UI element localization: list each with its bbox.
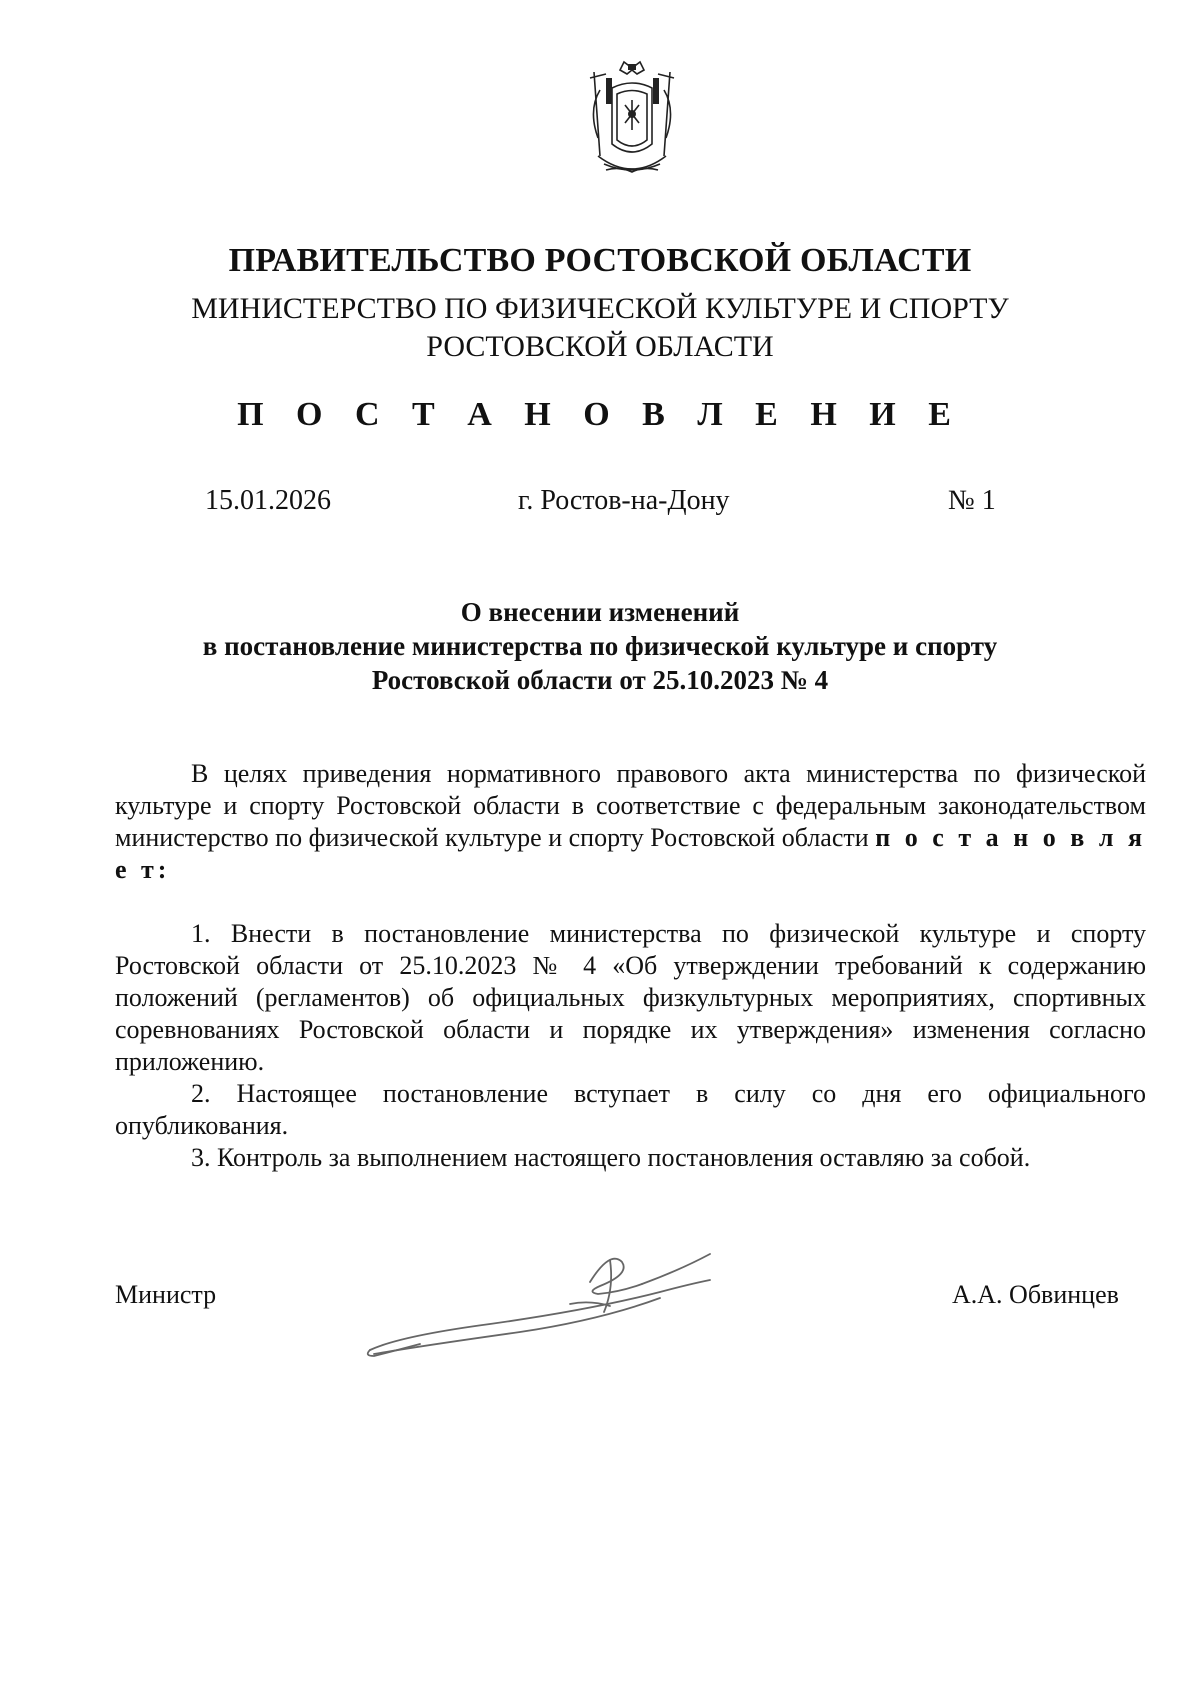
- coat-of-arms-icon: [580, 60, 685, 182]
- point-1: 1. Внести в постановление министерства по физической культуре и спорту Ростовской области от 25.10.2023 № 4 «Об утверждении требований к содержанию положений (регламентов) об официальных физкультурных мероприятиях, спортивных соревнованиях Ростовской области и порядке их утверждения» изменения согласно приложению.: [115, 919, 1146, 1076]
- subject-line-2: в постановление министерства по физической культуре и спорту: [202, 631, 998, 661]
- ministry-title-line-2: РОСТОВСКОЙ ОБЛАСТИ: [426, 330, 774, 363]
- intro-paragraph: [115, 758, 1146, 886]
- signer-title: Министр: [115, 1280, 217, 1309]
- intro-text: В целях приведения нормативного правового акта министерства по физической культуре и спорту Ростовской области в соответствие с федеральным законодательством министерство по физической культуре и спорту Ростовской области: [115, 759, 1146, 852]
- subject-line-1: О внесении изменений: [460, 597, 740, 627]
- document-city: г. Ростов-на-Дону: [518, 485, 730, 516]
- government-title: ПРАВИТЕЛЬСТВО РОСТОВСКОЙ ОБЛАСТИ: [228, 242, 972, 279]
- ministry-title-line-1: МИНИСТЕРСТВО ПО ФИЗИЧЕСКОЙ КУЛЬТУРЕ И СПОРТУ: [191, 292, 1009, 325]
- document-subject: [0, 595, 1200, 697]
- document-type: П О С Т А Н О В Л Е Н И Е: [237, 396, 963, 433]
- point-3: 3. Контроль за выполнением настоящего постановления оставляю за собой.: [191, 1143, 1031, 1172]
- document-number: № 1: [948, 485, 996, 516]
- decree-word: п о с т а н о в л я е т:: [115, 823, 1147, 884]
- subject-line-3: Ростовской области от 25.10.2023 № 4: [371, 665, 829, 695]
- handwritten-signature-icon: [360, 1240, 740, 1370]
- ministry-title: [0, 290, 1200, 366]
- signer-name: А.А. Обвинцев: [952, 1280, 1119, 1309]
- point-2: 2. Настоящее постановление вступает в силу со дня его официального опубликования.: [115, 1079, 1146, 1140]
- decree-points: [115, 918, 1146, 1174]
- document-date: 15.01.2026: [205, 485, 331, 516]
